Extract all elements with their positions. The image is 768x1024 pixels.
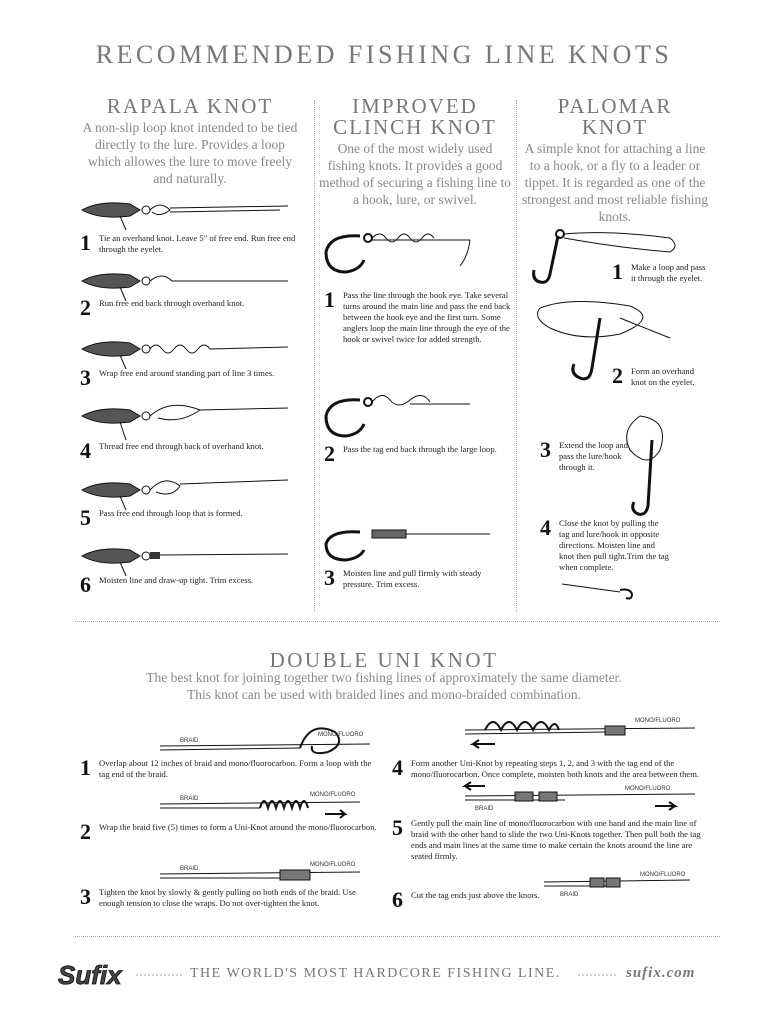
clinch-step-3 bbox=[324, 565, 514, 590]
mono-label: MONO/FLUORO bbox=[625, 786, 671, 792]
step-number: 6 bbox=[80, 572, 91, 597]
clinch-title-line2: CLINCH KNOT bbox=[333, 115, 497, 139]
line-join-illustration bbox=[455, 782, 705, 817]
clinch-step-1 bbox=[324, 287, 514, 345]
column-divider bbox=[516, 100, 517, 612]
mono-label: MONO/FLUORO bbox=[635, 718, 681, 724]
step-text: Pass the line through the hook eye. Take several turns around the main line and pass the end back between the hook eye and the first turn. Some anglers loop the main line through the eye of the hook or swivel twice for added strength. bbox=[343, 290, 511, 344]
mono-label: MONO/FLUORO bbox=[310, 862, 356, 868]
step-number: 1 bbox=[80, 230, 91, 255]
mono-label: MONO/FLUORO bbox=[310, 792, 356, 798]
step-text: Wrap free end around standing part of line 3 times. bbox=[99, 368, 275, 378]
uni-description-line2: This knot can be used with braided lines and mono-braided combination. bbox=[186, 687, 582, 702]
website-link[interactable]: sufix.com bbox=[626, 965, 696, 981]
rapala-step-2 bbox=[80, 295, 310, 320]
uni-step-6 bbox=[392, 887, 702, 912]
lure-illustration bbox=[80, 192, 290, 232]
step-text: Make a loop and pass it through the eyelet. bbox=[631, 262, 706, 283]
line-join-illustration bbox=[455, 710, 705, 755]
line-join-illustration bbox=[150, 860, 370, 890]
uni-description bbox=[0, 669, 768, 703]
logo-text: Sufix bbox=[58, 960, 122, 990]
rapala-step-6 bbox=[80, 572, 310, 597]
hook-illustration bbox=[320, 226, 510, 286]
footer bbox=[0, 962, 768, 992]
step-number: 3 bbox=[80, 884, 91, 909]
mono-label: MONO/FLUORO bbox=[640, 872, 686, 878]
section-divider bbox=[75, 621, 720, 622]
step-number: 6 bbox=[392, 887, 403, 912]
uni-step-1 bbox=[80, 755, 380, 780]
palomar-header bbox=[520, 96, 710, 225]
step-number: 4 bbox=[540, 515, 551, 540]
step-number: 1 bbox=[612, 259, 623, 284]
step-text: Pass free end through loop that is formed. bbox=[99, 508, 243, 518]
palomar-step-2 bbox=[612, 363, 708, 388]
uni-step-4 bbox=[392, 755, 702, 780]
rapala-header bbox=[80, 96, 300, 187]
dotted-rule bbox=[136, 974, 186, 976]
clinch-title-line1: IMPROVED bbox=[352, 94, 478, 118]
braid-label: BRAID bbox=[560, 892, 579, 898]
hook-illustration bbox=[560, 580, 640, 600]
line-join-illustration bbox=[150, 786, 370, 826]
rapala-step-5 bbox=[80, 505, 310, 530]
step-text: Wrap the braid five (5) times to form a Uni-Knot around the mono/fluorocarbon. bbox=[99, 822, 377, 832]
palomar-step-3 bbox=[540, 437, 640, 473]
step-number: 4 bbox=[80, 438, 91, 463]
step-number: 2 bbox=[324, 441, 335, 466]
step-text: Moisten line and draw-up tight. Trim excess. bbox=[99, 575, 254, 585]
rapala-step-4 bbox=[80, 438, 310, 463]
step-text: Extend the loop and pass the lure/hook through it. bbox=[559, 440, 628, 472]
step-text: Tighten the knot by slowly & gently pulling on both ends of the braid. Use enough tension to close the wraps. Do not over-tighten the knot. bbox=[99, 887, 356, 908]
uni-title: DOUBLE UNI KNOT bbox=[269, 648, 499, 672]
uni-step-3 bbox=[80, 884, 380, 909]
column-divider bbox=[314, 100, 315, 612]
palomar-title-line2: KNOT bbox=[581, 115, 649, 139]
step-number: 2 bbox=[80, 819, 91, 844]
step-number: 1 bbox=[324, 287, 335, 312]
step-text: Form an overhand knot on the eyelet. bbox=[631, 366, 695, 387]
step-text: Moisten line and pull firmly with steady pressure. Trim excess. bbox=[343, 568, 482, 589]
palomar-description: A simple knot for attaching a line to a hook, or a fly to a leader or tippet. It is regarded as one of the strongest and most reliable fishing knots. bbox=[522, 141, 708, 224]
palomar-title-line1: PALOMAR bbox=[557, 94, 673, 118]
step-text: Tie an overhand knot. Leave 5" of free end. Run free end through the eyelet. bbox=[99, 233, 296, 254]
page-title: RECOMMENDED FISHING LINE KNOTS bbox=[95, 40, 673, 69]
step-number: 2 bbox=[80, 295, 91, 320]
lure-illustration bbox=[80, 540, 290, 580]
step-number: 2 bbox=[612, 363, 623, 388]
step-number: 5 bbox=[392, 815, 403, 840]
hook-illustration bbox=[320, 390, 510, 440]
braid-label: BRAID bbox=[180, 866, 199, 872]
step-text: Cut the tag ends just above the knots. bbox=[411, 890, 540, 900]
step-number: 4 bbox=[392, 755, 403, 780]
uni-description-line1: The best knot for joining together two fishing lines of approximately the same diameter. bbox=[146, 670, 622, 685]
step-text: Pass the tag end back through the large loop. bbox=[343, 444, 497, 454]
dotted-rule bbox=[578, 974, 622, 976]
rapala-step-1 bbox=[80, 230, 310, 255]
step-number: 3 bbox=[540, 437, 551, 462]
step-text: Thread free end through back of overhand knot. bbox=[99, 441, 264, 451]
step-number: 5 bbox=[80, 505, 91, 530]
braid-label: BRAID bbox=[475, 806, 494, 812]
palomar-step-1 bbox=[612, 259, 708, 284]
braid-label: BRAID bbox=[180, 796, 199, 802]
step-text: Close the knot by pulling the tag and lure/hook in opposite directions. Moisten line and knot then pull tight.Trim the tag when complete. bbox=[559, 518, 669, 572]
uni-step-2 bbox=[80, 819, 380, 844]
rapala-title: RAPALA KNOT bbox=[106, 94, 274, 118]
uni-step-5 bbox=[392, 815, 702, 862]
step-number: 3 bbox=[80, 365, 91, 390]
sufix-logo bbox=[56, 954, 132, 994]
step-text: Form another Uni-Knot by repeating steps 1, 2, and 3 with the tag end of the mono/fluorocarbon. Once complete, moisten both knots and the area between them. bbox=[411, 758, 700, 779]
lure-illustration bbox=[80, 333, 290, 373]
rapala-step-3 bbox=[80, 365, 310, 390]
clinch-description: One of the most widely used fishing knots. It provides a good method of securing a fishing line to a hook, lure, or swivel. bbox=[319, 141, 511, 207]
braid-label: BRAID bbox=[180, 738, 199, 744]
tagline: THE WORLD'S MOST HARDCORE FISHING LINE. bbox=[190, 966, 561, 981]
section-divider bbox=[75, 936, 720, 937]
step-text: Overlap about 12 inches of braid and mono/fluorocarbon. Form a loop with the tag end of the braid. bbox=[99, 758, 372, 779]
clinch-header bbox=[318, 96, 512, 208]
hook-illustration bbox=[320, 522, 510, 562]
clinch-step-2 bbox=[324, 441, 514, 466]
rapala-description: A non-slip loop knot intended to be tied directly to the lure. Provides a loop which allowes the lure to move freely and naturally. bbox=[82, 120, 298, 186]
step-number: 3 bbox=[324, 565, 335, 590]
palomar-step-4 bbox=[540, 515, 670, 573]
step-text: Run free end back through overhand knot. bbox=[99, 298, 245, 308]
mono-label: MONO/FLUORO bbox=[318, 732, 364, 738]
lure-illustration bbox=[80, 472, 290, 512]
step-number: 1 bbox=[80, 755, 91, 780]
lure-illustration bbox=[80, 400, 290, 445]
step-text: Gently pull the main line of mono/fluorocarbon with one hand and the main line of braid with the other hand to slide the two Uni-Knots together. Then pull both the tag ends and main lines at the same time to make certain the knots around the line are seated firmly. bbox=[411, 818, 701, 861]
